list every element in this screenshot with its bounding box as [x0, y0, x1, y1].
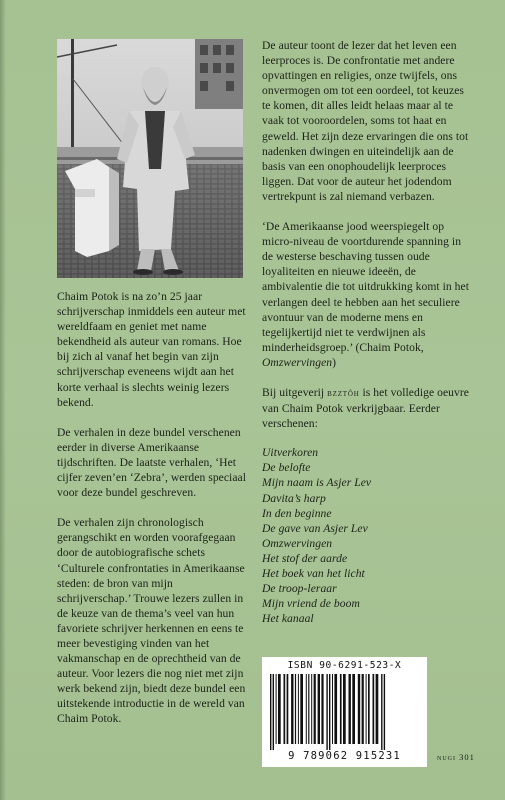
publisher-after: is het volledige oeuvre van Chaim Potok verkrijgbaar. Eerder verschenen: — [262, 385, 469, 431]
barcode-bar — [314, 674, 316, 744]
barcode-bar — [384, 674, 385, 750]
barcode-bar — [362, 674, 364, 744]
publisher-paragraph — [262, 385, 472, 431]
arrangement-paragraph: De verhalen zijn chronologisch gerangschikt en worden voorafgegaan door de autobiografische schets ‘Culturele confrontaties in Amerikaanse steden: de bron van mijn schrijverschap.’ Trouwe lezers zullen in de keuze van de thema’s veel van hun favoriete schrijver herkennen en eens te meer bevestiging vinden van het vakmanschap en de oprechtheid van de auteur. Voor lezers die nog niet met zijn werk bekend zijn, biedt deze bundel een uitstekende introductie in de wereld van Chaim Potok. — [57, 516, 246, 726]
list-item: In den beginne — [262, 506, 332, 520]
barcode-bar — [376, 674, 379, 744]
quote-text: ‘De Amerikaanse jood weerspiegelt op micro-niveau de voortdurende spanning in de westerse beschaving tussen oude loyaliteiten en nieuwe ideeën, de ambivalentie die tot uitdrukking komt in het verlangen deel te hebben aan het seculiere avontuur van de moderne mens en tegelijkertijd niet te verdwijnen als minderheidsgroep.’ (Chaim Potok, — [262, 220, 469, 354]
barcode-bar — [321, 674, 323, 744]
barcode-bar — [358, 674, 360, 744]
list-item: De troop-leraar — [262, 582, 337, 596]
list-item: Uitverkoren — [262, 446, 319, 460]
ean-digits: 9 789062 915231 — [288, 750, 401, 762]
list-item: Davita’s harp — [262, 491, 326, 505]
quote-paragraph — [262, 219, 472, 370]
barcode-bar — [291, 674, 293, 744]
barcode-bar — [273, 674, 274, 750]
barcode-bar — [270, 674, 271, 750]
barcode-bars — [270, 674, 419, 750]
bio-paragraph: Chaim Potok is na zo’n 25 jaar schrijverschap inmiddels een auteur met wereldfaam en geniet met name bekendheid als auteur van romans. Hoe bij zich al vanaf het begin van zijn schrijverschap eveneens wijdt aan het korte verhaal is slechts weinig lezers bekend. — [57, 290, 246, 409]
publisher-name: bzztôh — [327, 387, 360, 399]
list-item: Mijn naam is Asjer Lev — [262, 476, 372, 490]
spine-shadow — [0, 0, 6, 800]
barcode-bar — [278, 674, 281, 744]
right-column — [262, 38, 472, 626]
nugi-code: nugi 301 — [437, 752, 475, 762]
list-item: Het stof der aarde — [262, 551, 348, 565]
barcode-bar — [352, 674, 355, 744]
origin-paragraph: De verhalen in deze bundel verschenen eerder in diverse Amerikaanse tijdschriften. De laatste verhalen, ‘Het cijfer zeven’en ‘Zebra’, werden speciaal voor deze bundel geschreven. — [57, 425, 246, 500]
list-item: De belofte — [262, 461, 311, 475]
barcode-bar — [318, 674, 320, 744]
barcode-bar — [308, 674, 309, 744]
barcode-bar — [300, 674, 303, 744]
list-item: Het kanaal — [262, 612, 314, 626]
book-list — [262, 445, 472, 626]
barcode-bar — [340, 674, 342, 744]
barcode-bar — [298, 674, 299, 744]
isbn-text: ISBN 90-6291-523-X — [287, 660, 402, 671]
left-column — [57, 289, 249, 742]
barcode-bar — [368, 674, 370, 744]
barcode — [262, 657, 427, 767]
barcode-bar — [343, 674, 346, 744]
barcode-bar — [381, 674, 382, 750]
barcode-bar — [284, 674, 286, 744]
list-item: Omzwervingen — [262, 536, 333, 550]
barcode-bar — [373, 674, 375, 744]
barcode-bar — [332, 674, 333, 744]
barcode-bar — [349, 674, 351, 744]
list-item: Mijn vriend de boom — [262, 597, 360, 611]
barcode-bar — [287, 674, 289, 744]
intro-paragraph: De auteur toont de lezer dat het leven een leerproces is. De confrontatie met andere opvattingen en religies, onze twijfels, ons onvermogen om tot een oordeel, tot keuzes te komen, dit alles leidt helaas maar al te vaak tot vooroordelen, soms tot haat en geweld. Het zijn deze ervaringen die ons tot nadenken dwingen en uiteindelijk aan de basis van een onophoudelijk leerproces liggen. Dat voor de auteur het jodendom vertrekpunt is zal niemand verbazen. — [262, 39, 469, 203]
barcode-bar — [329, 674, 330, 750]
barcode-bar — [366, 674, 367, 744]
barcode-bar — [311, 674, 312, 744]
barcode-bar — [306, 674, 307, 744]
publisher-before: Bij uitgeverij — [262, 385, 328, 399]
list-item: De gave van Asjer Lev — [262, 521, 368, 535]
barcode-bar — [334, 674, 337, 744]
quote-source: Omzwervingen — [262, 355, 333, 369]
barcode-bar — [295, 674, 296, 744]
quote-end: ) — [332, 355, 337, 369]
barcode-bar — [326, 674, 327, 750]
author-photo — [57, 39, 243, 278]
barcode-bar — [276, 674, 277, 744]
list-item: Het boek van het licht — [262, 567, 365, 580]
